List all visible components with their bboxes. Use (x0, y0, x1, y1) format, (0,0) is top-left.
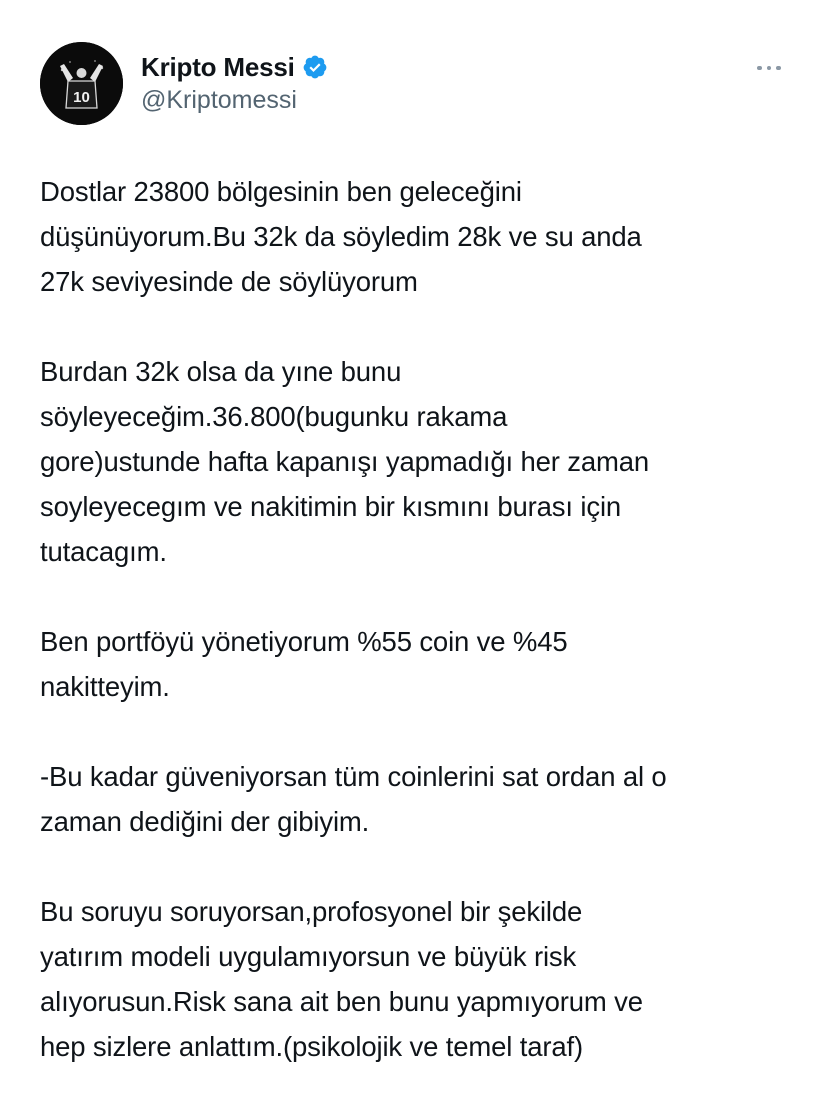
author-display-name[interactable]: Kripto Messi (141, 51, 295, 82)
tweet-text-line: -Bu kadar güveniyorsan tüm coinlerini sat ordan al o (40, 761, 667, 792)
more-dot (767, 66, 772, 71)
tweet-text-line: söyleyeceğim.36.800(bugunku rakama (40, 401, 508, 432)
tweet-text-line: Burdan 32k olsa da yıne bunu (40, 356, 402, 387)
tweet-paragraph (40, 619, 810, 709)
tweet-text (40, 169, 810, 1114)
tweet-text-line: tutacagım. (40, 536, 167, 567)
verified-badge-icon (302, 54, 328, 80)
more-options-button[interactable] (748, 54, 790, 82)
tweet-text-line: düşünüyorum.Bu 32k da söyledim 28k ve su anda (40, 221, 642, 252)
avatar-jersey-number: 10 (73, 89, 90, 106)
tweet-paragraph (40, 349, 810, 574)
tweet-text-line: Dostlar 23800 bölgesinin ben geleceğini (40, 176, 522, 207)
tweet-paragraph (40, 169, 810, 304)
author-name-row (141, 50, 328, 84)
tweet-text-line: hep sizlere anlattım.(psikolojik ve temel taraf) (40, 1031, 584, 1062)
tweet-paragraph (40, 889, 810, 1069)
tweet-text-line: nakitteyim. (40, 671, 170, 702)
tweet-text-line: alıyorusun.Risk sana ait ben bunu yapmıyorum ve (40, 986, 643, 1017)
tweet-text-line: soyleyecegım ve nakitimin bir kısmını burası için (40, 491, 622, 522)
more-dot (776, 66, 781, 71)
tweet-text-line: Ben portföyü yönetiyorum %55 coin ve %45 (40, 626, 568, 657)
tweet-text-line: 27k seviyesinde de söylüyorum (40, 266, 418, 297)
tweet-paragraph (40, 754, 810, 844)
more-horizontal-icon (757, 66, 762, 71)
avatar-image (40, 42, 123, 125)
tweet-text-line: Bu soruyu soruyorsan,profosyonel bir şekilde (40, 896, 583, 927)
tweet-text-line: yatırım modeli uygulamıyorsun ve büyük risk (40, 941, 577, 972)
tweet-text-line: gore)ustunde hafta kapanışı yapmadığı her zaman (40, 446, 650, 477)
avatar[interactable] (40, 42, 123, 125)
tweet-text-line: zaman dediğini der gibiyim. (40, 806, 370, 837)
author-handle[interactable]: @Kriptomessi (141, 86, 297, 114)
